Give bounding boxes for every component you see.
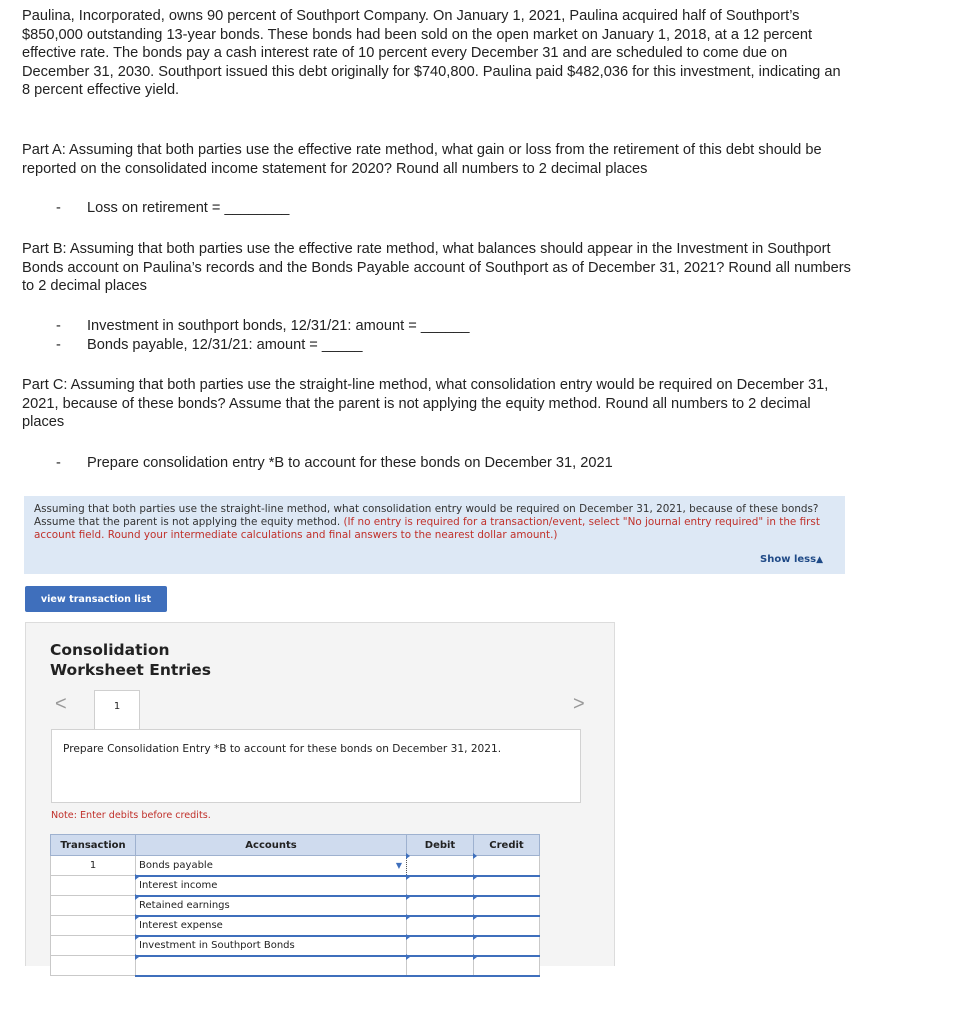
instruction-notice xyxy=(24,496,845,574)
debit-input[interactable] xyxy=(407,916,474,936)
consolidation-worksheet-panel xyxy=(25,622,615,966)
debit-input[interactable] xyxy=(407,876,474,896)
triangle-up-icon: ▲ xyxy=(816,555,823,565)
bullet-dash: - xyxy=(56,337,61,353)
account-select[interactable] xyxy=(136,896,407,916)
table-row xyxy=(51,876,540,896)
transaction-cell: 1 xyxy=(51,856,136,876)
credit-input[interactable] xyxy=(474,936,540,956)
notice-red-instructions: (If no entry is required for a transaction/event, select "No journal entry required" in the first account field. Round your intermediate calculations and final answers to the nearest dollar amount.) xyxy=(34,516,820,541)
debit-header: Debit xyxy=(407,835,474,856)
problem-intro: Paulina, Incorporated, owns 90 percent of Southport Company. On January 1, 2021, Paulina acquired half of Southport’s $850,000 outstanding 13-year bonds. These bonds had been sold on the open market on January 1, 2018, at a 12 percent effective rate. The bonds pay a cash interest rate of 10 percent every December 31 and are scheduled to come due on December 31, 2030. Southport issued this debt originally for $740,800. Paulina paid $482,036 for this investment, indicating an 8 percent effective yield. xyxy=(22,8,841,99)
journal-entry-table xyxy=(50,834,540,977)
account-select[interactable] xyxy=(136,876,407,896)
cell-marker-icon xyxy=(473,874,477,880)
debit-input[interactable] xyxy=(407,936,474,956)
cell-marker-icon xyxy=(406,853,410,859)
cell-marker-icon xyxy=(473,894,477,900)
account-value: Retained earnings xyxy=(139,900,230,911)
prepare-entry-line: Prepare consolidation entry *B to account for these bonds on December 31, 2021 xyxy=(87,455,613,471)
chevron-left-icon[interactable]: < xyxy=(55,693,67,715)
transaction-cell xyxy=(51,936,136,956)
bonds-payable-balance-line: Bonds payable, 12/31/21: amount = _____ xyxy=(87,337,363,353)
table-row xyxy=(51,916,540,936)
transaction-cell xyxy=(51,916,136,936)
cell-marker-icon xyxy=(473,954,477,960)
account-value: Investment in Southport Bonds xyxy=(139,940,295,951)
credit-input[interactable] xyxy=(474,896,540,916)
debit-credit-note: Note: Enter debits before credits. xyxy=(51,810,211,821)
debit-input[interactable] xyxy=(407,896,474,916)
transaction-cell xyxy=(51,896,136,916)
notice-instructions: Assuming that both parties use the straight-line method, what consolidation entry would be required on December 31, 2021, because of these bonds? Assume that the parent is not applying the equity method. xyxy=(34,503,819,528)
account-value: Bonds payable xyxy=(139,859,213,871)
panel-title-line-2: Worksheet Entries xyxy=(50,661,211,679)
debit-input[interactable] xyxy=(407,856,474,876)
cell-marker-icon xyxy=(135,894,139,900)
part-a-question: Part A: Assuming that both parties use the effective rate method, what gain or loss from the retirement of this debt should be reported on the consolidated income statement for 2020? Round all numbers to 2 decimal places xyxy=(22,142,822,177)
account-value: Interest expense xyxy=(139,920,223,931)
table-row xyxy=(51,956,540,976)
credit-header: Credit xyxy=(474,835,540,856)
transaction-cell xyxy=(51,876,136,896)
cell-marker-icon xyxy=(135,934,139,940)
account-select[interactable] xyxy=(136,956,407,976)
investment-balance-line: Investment in southport bonds, 12/31/21: amount = ______ xyxy=(87,318,470,334)
cell-marker-icon xyxy=(406,874,410,880)
credit-input[interactable] xyxy=(474,956,540,976)
transaction-header: Transaction xyxy=(51,835,136,856)
account-select[interactable] xyxy=(136,916,407,936)
entry-tab-1[interactable]: 1 xyxy=(94,690,140,730)
cell-marker-icon xyxy=(473,853,477,859)
panel-title xyxy=(50,640,211,680)
task-box xyxy=(51,729,581,803)
table-row xyxy=(51,896,540,916)
cell-marker-icon xyxy=(406,914,410,920)
credit-input[interactable] xyxy=(474,856,540,876)
credit-input[interactable] xyxy=(474,876,540,896)
bullet-dash: - xyxy=(56,200,61,216)
part-b-question: Part B: Assuming that both parties use the effective rate method, what balances should appear in the Investment in Southport Bonds account on Paulina’s records and the Bonds Payable account of Southport as of December 31, 2021? Round all numbers to 2 decimal places xyxy=(22,241,851,295)
cell-marker-icon xyxy=(135,954,139,960)
cell-marker-icon xyxy=(135,874,139,880)
part-c-question: Part C: Assuming that both parties use the straight-line method, what consolidation entry would be required on December 31, 2021, because of these bonds? Assume that the parent is not applying the equity method. Round all numbers to 2 decimal places xyxy=(22,377,829,431)
transaction-cell xyxy=(51,956,136,976)
table-row xyxy=(51,856,540,876)
credit-input[interactable] xyxy=(474,916,540,936)
view-transaction-list-button[interactable]: view transaction list xyxy=(25,586,167,612)
cell-marker-icon xyxy=(406,954,410,960)
account-select[interactable] xyxy=(136,936,407,956)
table-row xyxy=(51,936,540,956)
cell-marker-icon xyxy=(406,934,410,940)
bullet-dash: - xyxy=(56,455,61,471)
dropdown-arrow-icon[interactable]: ▼ xyxy=(395,861,402,870)
accounts-header: Accounts xyxy=(136,835,407,856)
debit-input[interactable] xyxy=(407,956,474,976)
cell-marker-icon xyxy=(135,914,139,920)
show-less-label: Show less xyxy=(760,554,817,565)
cell-marker-icon xyxy=(473,934,477,940)
show-less-link[interactable] xyxy=(760,554,823,565)
cell-marker-icon xyxy=(473,914,477,920)
bullet-dash: - xyxy=(56,318,61,334)
account-select[interactable] xyxy=(136,856,407,876)
cell-marker-icon xyxy=(406,894,410,900)
task-text: Prepare Consolidation Entry *B to account for these bonds on December 31, 2021. xyxy=(63,743,502,755)
account-value: Interest income xyxy=(139,880,218,891)
loss-on-retirement-line: Loss on retirement = ________ xyxy=(87,200,290,216)
chevron-right-icon[interactable]: > xyxy=(573,693,585,715)
panel-title-line-1: Consolidation xyxy=(50,641,170,659)
notice-text xyxy=(34,503,839,542)
